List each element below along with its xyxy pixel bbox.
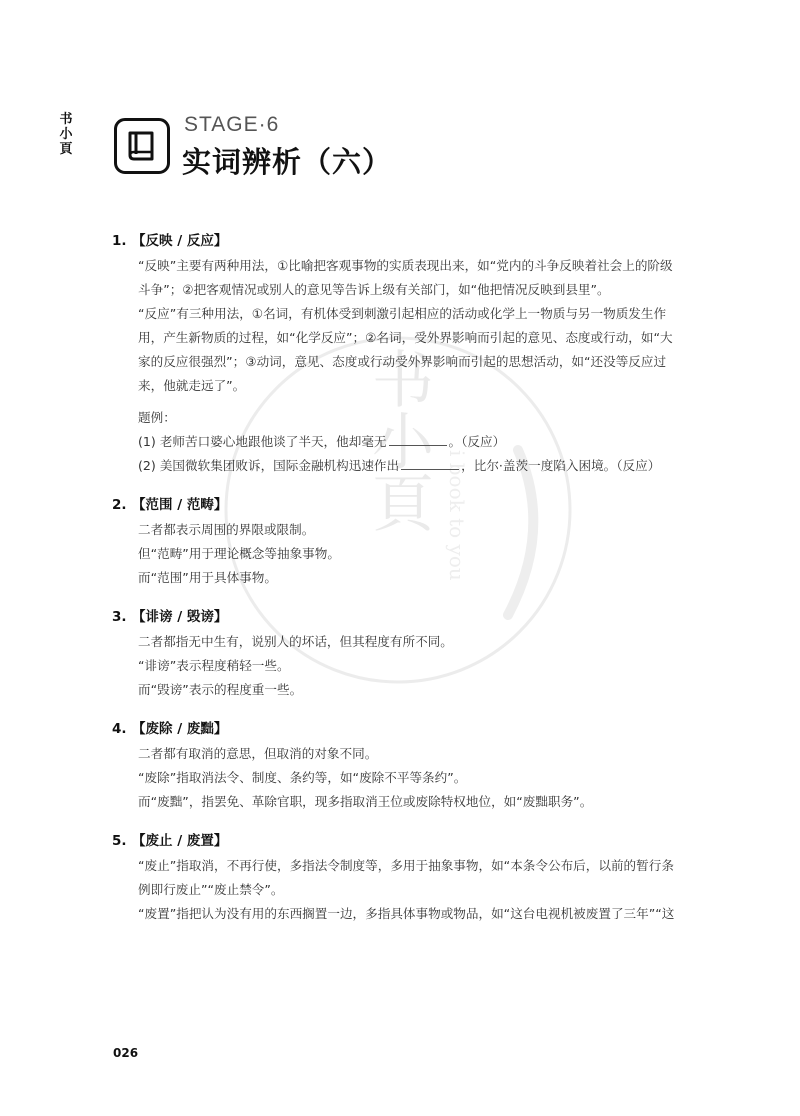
paragraph: “废置”指把认为没有用的东西搁置一边，多指具体事物或物品，如“这台电视机被废置了三年”“这 [138,906,675,921]
section-3 [112,604,682,702]
example-text: ，比尔·盖茨一度陷入困境。（反应） [461,458,661,473]
page-number: 026 [113,1046,139,1060]
paragraph: 而“毁谤”表示的程度重一些。 [138,682,303,697]
paragraph: 而“范围”用于具体事物。 [138,570,277,585]
paragraph: “废除”指取消法令、制度、条约等，如“废除不平等条约”。 [138,770,467,785]
section-2 [112,492,682,590]
section-heading [112,604,682,630]
answer-blank [401,457,459,470]
section-heading [112,828,682,854]
paragraph: 二者都有取消的意思，但取消的对象不同。 [138,746,378,761]
watermark-text: 书小頁 [361,347,435,533]
section-heading [112,716,682,742]
section-heading [112,492,682,518]
section-number: 5. [112,833,127,849]
section-1 [112,228,682,478]
section-number: 2. [112,497,127,513]
example-text: 。（反应） [448,434,506,449]
section-title: 【废除 / 废黜】 [132,721,228,737]
paragraph: “反应”有三种用法，①名词，有机体受到刺激引起相应的活动或化学上一物质与另一物质发生作用，产生新物质的过程，如“化学反应”；②名词，受外界影响而引起的意见、态度或行动，如“大家的反应很强烈”；③动词，意见、态度或行动受外界影响而引起的思想活动，如“还没等反应过来，他就走远了”。 [138,306,673,393]
page-title: 实词辨析（六） [182,145,393,179]
paragraph: 二者都指无中生有，说别人的坏话，但其程度有所不同。 [138,634,453,649]
section-5 [112,828,682,926]
example-item [138,430,682,454]
section-number: 3. [112,609,127,625]
section-heading [112,228,682,254]
section-title: 【废止 / 废置】 [132,833,228,849]
section-number: 4. [112,721,127,737]
book-logo [114,118,170,174]
stage-label: STAGE·6 [184,113,280,136]
answer-blank [389,433,447,446]
section-title: 【反映 / 反应】 [132,233,228,249]
watermark-subtext: i book to you [445,450,469,581]
section-number: 1. [112,233,127,249]
paragraph: 而“废黜”，指罢免、革除官职，现多指取消王位或废除特权地位，如“废黜职务”。 [138,794,593,809]
paragraph: “诽谤”表示程度稍轻一些。 [138,658,290,673]
example-label: 题例： [138,410,176,425]
paragraph: 二者都表示周围的界限或限制。 [138,522,315,537]
paragraph: 但“范畴”用于理论概念等抽象事物。 [138,546,340,561]
side-brand: 书小頁 [59,112,73,157]
paragraph: “反映”主要有两种用法，①比喻把客观事物的实质表现出来，如“党内的斗争反映着社会上的阶级斗争”；②把客观情况或别人的意见等告诉上级有关部门，如“他把情况反映到县里”。 [138,258,673,297]
book-icon [127,130,157,162]
paragraph: “废止”指取消，不再行使，多指法令制度等，多用于抽象事物，如“本条令公布后，以前的暂行条例即行废止”“废止禁令”。 [138,858,674,897]
content [112,228,682,940]
example-item [138,454,682,478]
section-title: 【诽谤 / 毁谤】 [132,609,228,625]
section-title: 【范围 / 范畴】 [132,497,228,513]
example-text: (1) 老师苦口婆心地跟他谈了半天，他却毫无 [138,434,387,449]
section-4 [112,716,682,814]
example-text: (2) 美国微软集团败诉，国际金融机构迅速作出 [138,458,400,473]
